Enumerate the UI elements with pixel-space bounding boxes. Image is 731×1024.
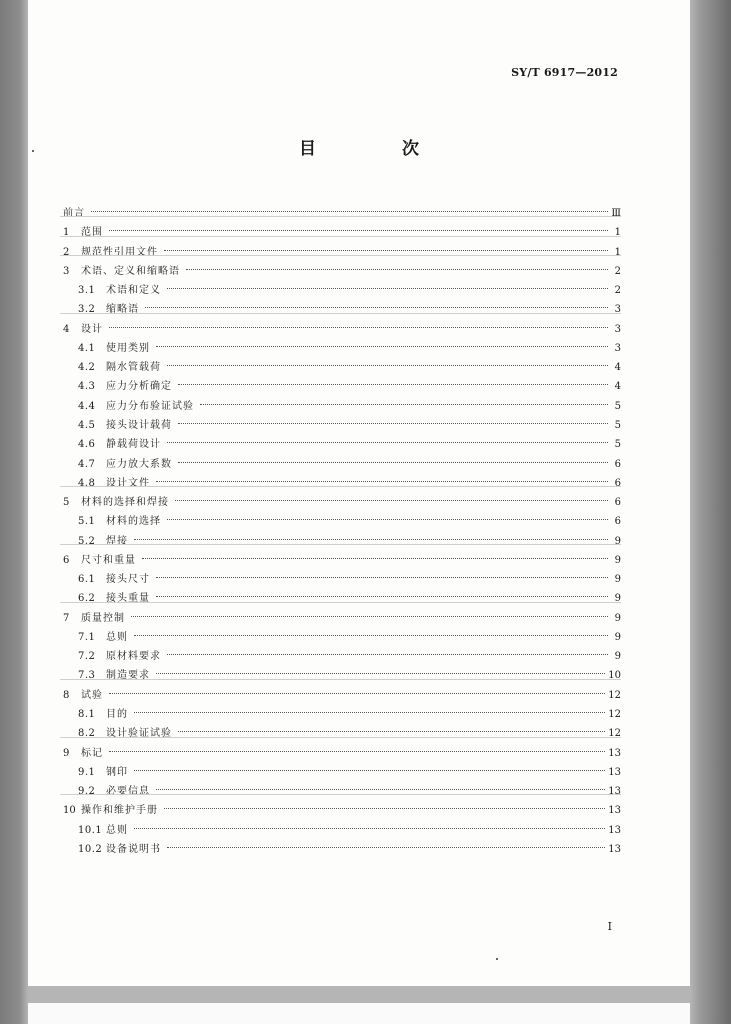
toc-entry-label: 接头重量 <box>106 593 150 605</box>
toc-entry-page: 9 <box>614 574 621 586</box>
toc-entry-page: 9 <box>614 593 621 605</box>
toc-entry-section[interactable] <box>78 625 621 643</box>
toc-entry-chapter[interactable] <box>63 220 621 239</box>
toc-entry-section[interactable] <box>78 432 621 451</box>
toc-entry-chapter[interactable] <box>63 683 621 701</box>
toc-leader-dots <box>109 313 608 328</box>
toc-entry-label: 接头设计载荷 <box>106 419 172 431</box>
toc-leader-dots <box>186 255 608 270</box>
toc-leader-dots <box>156 659 605 674</box>
toc-entry-label: 设备说明书 <box>106 843 161 855</box>
toc-divider <box>60 679 621 680</box>
toc-entry-label: 设计验证试验 <box>106 728 172 740</box>
standard-code: SY/T 6917—2012 <box>511 66 618 79</box>
toc-entry-number: 9.1 <box>78 766 96 778</box>
toc-entry-section[interactable] <box>78 644 621 663</box>
toc-entry-number: 10.2 <box>78 843 103 855</box>
toc-entry-label: 材料的选择和焊接 <box>81 497 169 509</box>
toc-divider <box>60 544 621 545</box>
toc-entry-label: 必要信息 <box>106 786 150 798</box>
toc-leader-dots <box>167 505 608 520</box>
toc-entry-label: 质量控制 <box>81 612 125 624</box>
toc-entry-section[interactable] <box>78 336 621 354</box>
toc-entry-label: 尺寸和重量 <box>81 554 136 566</box>
toc-leader-dots <box>109 679 605 694</box>
toc-entry-label: 术语和定义 <box>106 285 161 297</box>
toc-leader-dots <box>156 332 608 347</box>
toc-entry-number: 4 <box>63 323 70 335</box>
toc-entry-number: 3 <box>63 265 70 277</box>
toc-entry-section[interactable] <box>78 702 621 721</box>
toc-entry-label: 材料的选择 <box>106 516 161 528</box>
toc-entry-label: 钢印 <box>106 766 128 778</box>
toc-entry-page: 10 <box>608 670 621 682</box>
toc-entry-page: 3 <box>614 342 621 354</box>
toc-leader-dots <box>145 293 608 308</box>
toc-entry-page: 2 <box>614 265 621 277</box>
toc-entry-label: 焊接 <box>106 535 128 547</box>
toc-entry-page: 9 <box>614 631 621 643</box>
toc-entry-number: 6 <box>63 554 70 566</box>
page-title: 目 次 <box>299 139 459 159</box>
toc-leader-dots <box>91 197 608 212</box>
toc-leader-dots <box>167 351 608 366</box>
toc-entry-page: 5 <box>614 419 621 431</box>
toc-leader-dots <box>109 737 605 752</box>
toc-entry-number: 8.2 <box>78 728 96 740</box>
toc-entry-page: 9 <box>614 651 621 663</box>
toc-entry-label: 操作和维护手册 <box>81 805 158 817</box>
toc-entry-page: 6 <box>614 458 621 470</box>
toc-entry-chapter[interactable] <box>63 317 621 335</box>
toc-entry-page: 13 <box>608 805 621 817</box>
toc-entry-label: 应力分析确定 <box>106 381 172 393</box>
toc-divider <box>60 737 621 738</box>
toc-leader-dots <box>134 756 605 771</box>
toc-entry-label: 前言 <box>63 208 85 219</box>
toc-leader-dots <box>109 216 608 231</box>
toc-entry-number: 9.2 <box>78 786 96 798</box>
toc-entry-label: 总则 <box>106 631 128 643</box>
toc-entry-number: 8.1 <box>78 709 96 721</box>
toc-leader-dots <box>134 814 605 829</box>
toc-leader-dots <box>167 274 608 289</box>
toc-leader-dots <box>142 544 608 559</box>
toc-entry-page: 12 <box>608 689 621 701</box>
toc-entry-chapter[interactable] <box>63 606 621 624</box>
toc-entry-chapter[interactable] <box>63 259 621 277</box>
toc-entry-page: 1 <box>614 227 621 239</box>
toc-entry-number: 2 <box>63 246 70 258</box>
toc-leader-dots <box>178 409 608 424</box>
toc-entry-page: 4 <box>614 381 621 393</box>
toc-leader-dots <box>167 833 605 848</box>
toc-divider <box>60 602 621 603</box>
toc-entry-number: 4.1 <box>78 342 96 354</box>
toc-entry-page: 12 <box>608 709 621 721</box>
scan-speck <box>32 150 34 152</box>
toc-entry-page: 13 <box>608 824 621 836</box>
toc-entry-number: 3.2 <box>78 304 96 316</box>
toc-entry-number: 4.8 <box>78 477 96 489</box>
toc-leader-dots <box>164 236 608 251</box>
toc-entry-section[interactable] <box>78 374 621 393</box>
toc-leader-dots <box>178 448 608 463</box>
toc-entry-chapter[interactable] <box>63 548 621 566</box>
toc-leader-dots <box>134 525 608 540</box>
toc-entry-number: 7 <box>63 612 70 624</box>
toc-divider <box>60 236 621 237</box>
next-page-edge <box>28 1003 690 1024</box>
toc-entry-label: 总则 <box>106 824 128 836</box>
toc-entry-number: 3.1 <box>78 285 96 297</box>
toc-entry-label: 应力放大系数 <box>106 458 172 470</box>
toc-leader-dots <box>200 390 608 405</box>
toc-entry-number: 6.2 <box>78 593 96 605</box>
document-page <box>28 0 690 986</box>
toc-entry-number: 4.3 <box>78 381 96 393</box>
toc-entry-section[interactable] <box>78 509 621 528</box>
toc-entry-label: 试验 <box>81 689 103 701</box>
toc-entry-page: 2 <box>614 285 621 297</box>
toc-entry-label: 使用类别 <box>106 342 150 354</box>
toc-entry-page: 13 <box>608 747 621 759</box>
toc-divider <box>60 216 621 217</box>
toc-entry-label: 应力分布验证试验 <box>106 400 194 412</box>
toc-entry-number: 1 <box>63 227 70 239</box>
toc-leader-dots <box>156 467 608 482</box>
toc-entry-label: 制造要求 <box>106 670 150 682</box>
toc-entry-section[interactable] <box>78 278 621 297</box>
toc-entry-number: 5.2 <box>78 535 96 547</box>
toc-entry-page: 13 <box>608 786 621 798</box>
toc-entry-label: 静载荷设计 <box>106 439 161 451</box>
toc-entry-chapter[interactable] <box>63 798 621 817</box>
toc-entry-section[interactable] <box>78 452 621 470</box>
toc-leader-dots <box>156 563 608 578</box>
toc-entry-page: 9 <box>614 554 621 566</box>
toc-entry-label: 范围 <box>81 227 103 239</box>
toc-entry-page: Ⅲ <box>611 208 621 219</box>
toc-entry-number: 4.6 <box>78 439 96 451</box>
toc-leader-dots <box>134 621 608 636</box>
toc-entry-page: 9 <box>614 535 621 547</box>
toc-entry-section[interactable] <box>78 818 621 836</box>
toc-leader-dots <box>134 698 605 713</box>
toc-entry-number: 5.1 <box>78 516 96 528</box>
toc-entry-section[interactable] <box>78 837 621 855</box>
toc-entry-section[interactable] <box>78 721 621 740</box>
toc-leader-dots <box>167 428 608 443</box>
toc-entry-label: 隔水管载荷 <box>106 362 161 374</box>
scan-speck <box>496 958 498 960</box>
toc-entry-label: 设计 <box>81 323 103 335</box>
toc-entry-page: 9 <box>614 612 621 624</box>
toc-leader-dots <box>178 717 605 732</box>
toc-entry-number: 6.1 <box>78 574 96 586</box>
toc-entry-label: 术语、定义和缩略语 <box>81 265 180 277</box>
toc-entry-page: 13 <box>608 766 621 778</box>
toc-entry-page: 5 <box>614 400 621 412</box>
toc-entry-section[interactable] <box>78 760 621 778</box>
toc-leader-dots <box>167 640 608 655</box>
toc-entry-number: 4.2 <box>78 362 96 374</box>
toc-entry-label: 缩略语 <box>106 304 139 316</box>
toc-entry-label: 目的 <box>106 709 128 721</box>
toc-leader-dots <box>131 602 608 617</box>
toc-entry-section[interactable] <box>78 663 621 682</box>
toc-entry-number: 7.1 <box>78 631 96 643</box>
toc-entry-number: 4.7 <box>78 458 96 470</box>
toc-divider <box>60 486 621 487</box>
toc-entry-label: 规范性引用文件 <box>81 246 158 258</box>
toc-entry-label: 设计文件 <box>106 477 150 489</box>
toc-divider <box>60 794 621 795</box>
toc-entry-number: 10 <box>63 805 76 817</box>
toc-entry-chapter[interactable] <box>63 201 621 219</box>
toc-entry-page: 13 <box>608 843 621 855</box>
toc-entry-number: 10.1 <box>78 824 103 836</box>
toc-entry-page: 6 <box>614 516 621 528</box>
toc-entry-number: 9 <box>63 747 70 759</box>
toc-entry-page: 4 <box>614 362 621 374</box>
toc-entry-number: 4.4 <box>78 400 96 412</box>
toc-entry-page: 3 <box>614 323 621 335</box>
toc-entry-page: 6 <box>614 497 621 509</box>
toc-entry-number: 7.2 <box>78 651 96 663</box>
toc-entry-page: 1 <box>614 246 621 258</box>
toc-entry-page: 6 <box>614 477 621 489</box>
toc-entry-number: 8 <box>63 689 70 701</box>
toc-entry-section[interactable] <box>78 529 621 547</box>
toc-divider <box>60 313 621 314</box>
toc-entry-chapter[interactable] <box>63 240 621 258</box>
toc-leader-dots <box>178 370 608 385</box>
toc-entry-label: 标记 <box>81 747 103 759</box>
toc-divider <box>60 255 621 256</box>
toc-entry-number: 5 <box>63 497 70 509</box>
toc-entry-chapter[interactable] <box>63 741 621 759</box>
toc-entry-chapter[interactable] <box>63 490 621 509</box>
toc-entry-label: 接头尺寸 <box>106 574 150 586</box>
toc-leader-dots <box>164 794 605 809</box>
toc-entry-section[interactable] <box>78 355 621 374</box>
toc-entry-section[interactable] <box>78 297 621 316</box>
toc-entry-section[interactable] <box>78 779 621 798</box>
toc-entry-number: 4.5 <box>78 419 96 431</box>
toc-entry-number: 7.3 <box>78 670 96 682</box>
toc-entry-section[interactable] <box>78 413 621 431</box>
toc-entry-section[interactable] <box>78 471 621 489</box>
toc-entry-page: 3 <box>614 304 621 316</box>
toc-entry-page: 5 <box>614 439 621 451</box>
toc-entry-section[interactable] <box>78 586 621 605</box>
toc-entry-section[interactable] <box>78 567 621 586</box>
toc-leader-dots <box>156 582 608 597</box>
toc-leader-dots <box>156 775 605 790</box>
toc-entry-section[interactable] <box>78 394 621 412</box>
page-number: I <box>607 920 612 933</box>
toc-entry-label: 原材料要求 <box>106 651 161 663</box>
toc-leader-dots <box>175 486 608 501</box>
toc-entry-page: 12 <box>608 728 621 740</box>
